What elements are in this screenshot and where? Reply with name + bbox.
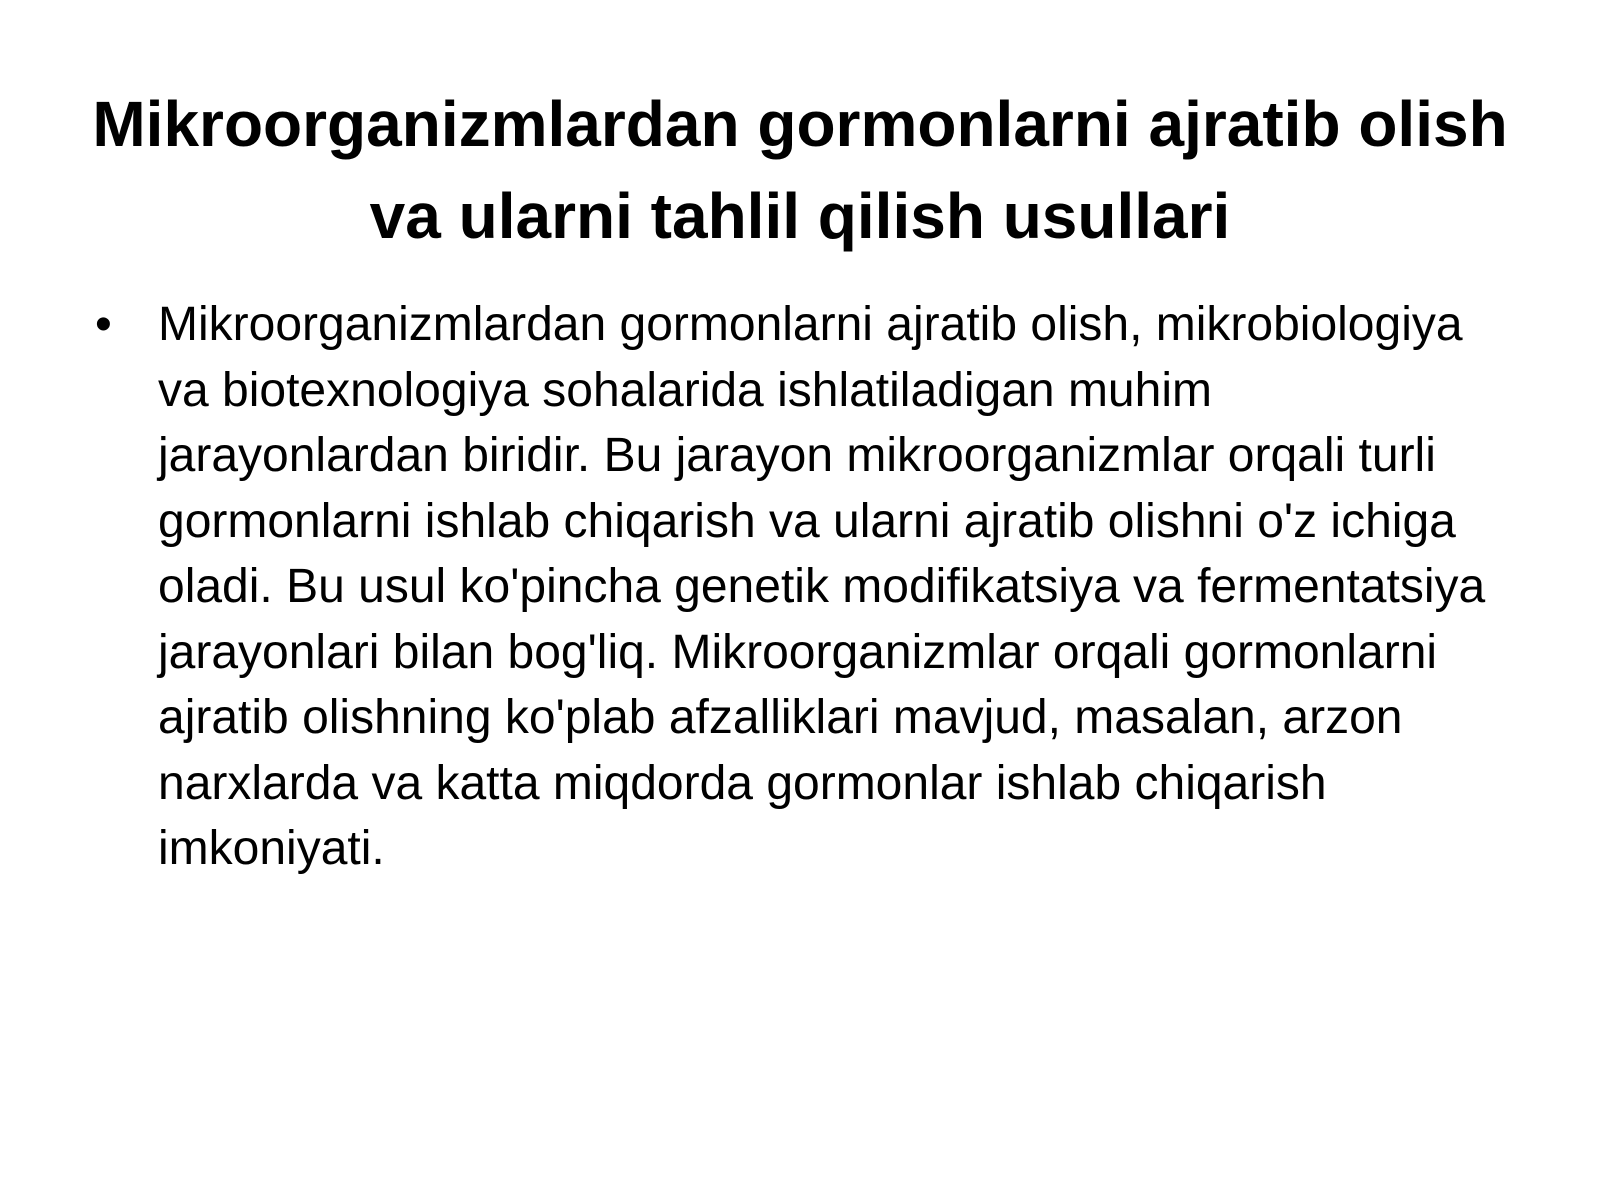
slide-title: Mikroorganizmlardan gormonlarni ajratib olish va ularni tahlil qilish usullari [92, 88, 1508, 252]
bullet-list [95, 292, 1495, 882]
bullet-item [95, 292, 1495, 882]
bullet-marker: • [95, 298, 112, 351]
bullet-text: Mikroorganizmlardan gormonlarni ajratib olish, mikrobiologiya va biotexnologiya sohalarida ishlatiladigan muhim jarayonlardan biridir. Bu jarayon mikroorganizmlar orqali turli gormonlarni ishlab chiqarish va ularni ajratib olishni o'z ichiga oladi. Bu usul ko'pincha genetik modifikatsiya va fermentatsiya jarayonlari bilan bog'liq. Mikroorganizmlar orqali gormonlarni ajratib olishning ko'plab afzalliklari mavjud, masalan, arzon narxlarda va katta miqdorda gormonlar ishlab chiqarish imkoniyati. [158, 298, 1486, 875]
